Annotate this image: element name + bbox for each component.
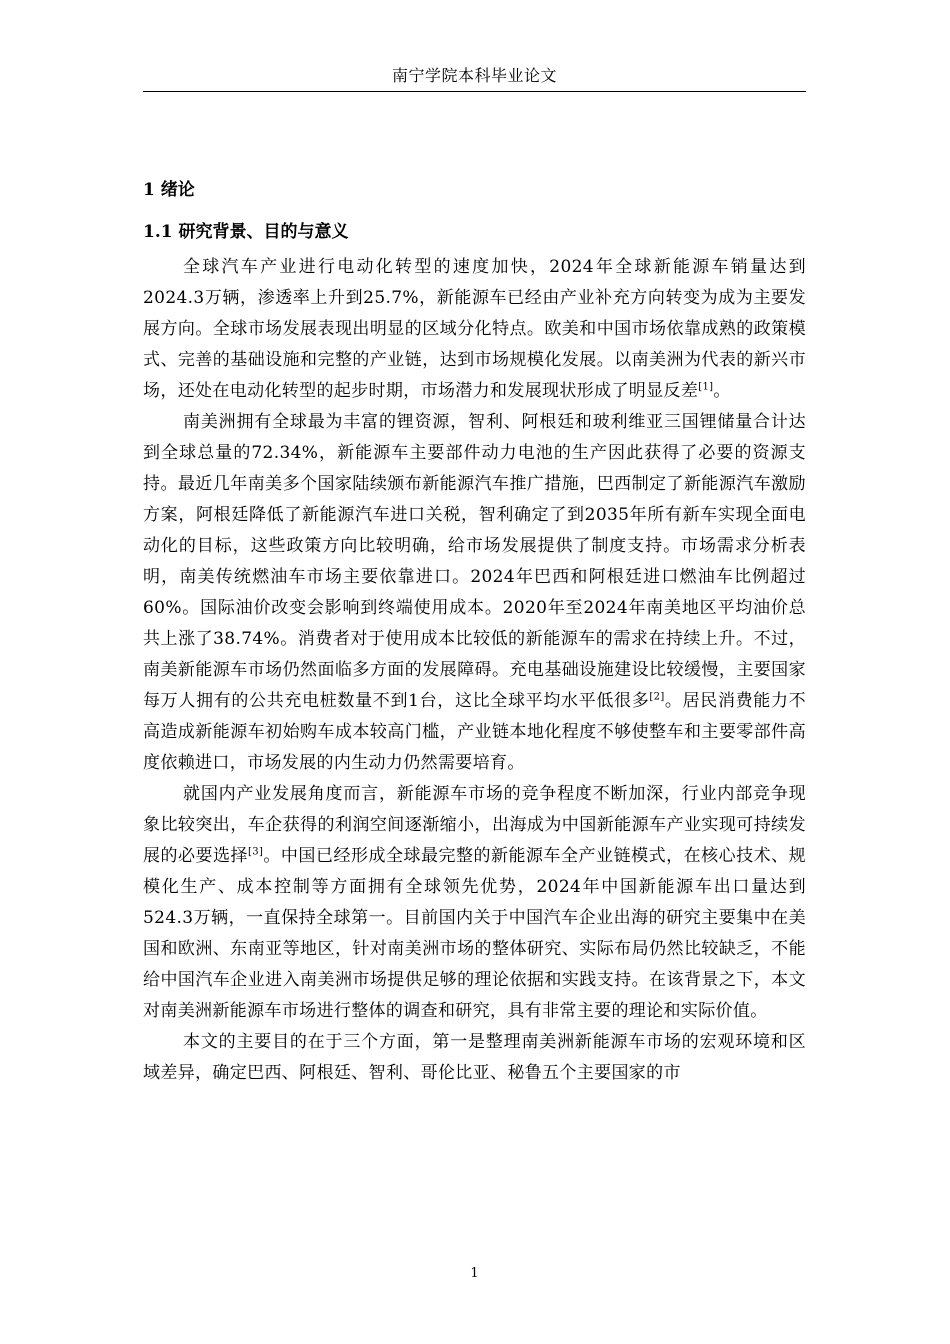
paragraph-text: 。 (713, 381, 731, 401)
section-heading: 1 绪论 (143, 180, 195, 200)
paragraph-2 (143, 407, 806, 779)
paragraph-4 (143, 1027, 806, 1089)
paragraph-3 (143, 779, 806, 1027)
citation-ref[interactable]: [3] (248, 846, 264, 858)
subsection-heading: 1.1 研究背景、目的与意义 (143, 222, 349, 242)
citation-ref[interactable]: [2] (649, 691, 665, 703)
running-header: 南宁学院本科毕业论文 (391, 66, 557, 85)
citation-ref[interactable]: [1] (698, 381, 714, 393)
paragraph-text: 本文的主要目的在于三个方面，第一是整理南美洲新能源车市场的宏观环境和区域差异，确定巴西、阿根廷、智利、哥伦比亚、秘鲁五个主要国家的市 (143, 1032, 806, 1083)
document-body (143, 176, 806, 1089)
page-number: 1 (470, 1266, 479, 1281)
paragraph-text: 全球汽车产业进行电动化转型的速度加快，2024年全球新能源车销量达到2024.3万辆，渗透率上升到25.7%，新能源车已经由产业补充方向转变为成为主要发展方向。全球市场发展表现出明显的区域分化特点。欧美和中国市场依靠成熟的政策模式、完善的基础设施和完整的产业链，达到市场规模化发展。以南美洲为代表的新兴市场，还处在电动化转型的起步时期，市场潜力和发展现状形成了明显反差 (143, 257, 806, 401)
paragraph-text: 。居民消费能力不高造成新能源车初始购车成本较高门槛，产业链本地化程度不够使整车和主要零部件高度依赖进口，市场发展的内生动力仍然需要培育。 (143, 691, 806, 773)
paragraph-text: 。中国已经形成全球最完整的新能源车全产业链模式，在核心技术、规模化生产、成本控制等方面拥有全球领先优势，2024年中国新能源车出口量达到524.3万辆，一直保持全球第一。目前国内关于中国汽车企业出海的研究主要集中在美国和欧洲、东南亚等地区，针对南美洲市场的整体研究、实际布局仍然比较缺乏，不能给中国汽车企业进入南美洲市场提供足够的理论依据和实践支持。在该背景之下，本文对南美洲新能源车市场进行整体的调查和研究，具有非常主要的理论和实际价值。 (143, 846, 806, 1021)
paragraph-text: 南美洲拥有全球最为丰富的锂资源，智利、阿根廷和玻利维亚三国锂储量合计达到全球总量的72.34%，新能源车主要部件动力电池的生产因此获得了必要的资源支持。最近几年南美多个国家陆续颁布新能源汽车推广措施，巴西制定了新能源汽车激励方案，阿根廷降低了新能源汽车进口关税，智利确定了到2035年所有新车实现全面电动化的目标，这些政策方向比较明确，给市场发展提供了制度支持。市场需求分析表明，南美传统燃油车市场主要依靠进口。2024年巴西和阿根廷进口燃油车比例超过60%。国际油价改变会影响到终端使用成本。2020年至2024年南美地区平均油价总共上涨了38.74%。消费者对于使用成本比较低的新能源车的需求在持续上升。不过，南美新能源车市场仍然面临多方面的发展障碍。充电基础设施建设比较缓慢，主要国家每万人拥有的公共充电桩数量不到1台，这比全球平均水平低很多 (143, 412, 806, 711)
paragraph-text: 就国内产业发展角度而言，新能源车市场的竞争程度不断加深，行业内部竞争现象比较突出，车企获得的利润空间逐渐缩小，出海成为中国新能源车产业实现可持续发展的必要选择 (143, 784, 806, 866)
paragraph-1 (143, 252, 806, 407)
header-rule (143, 91, 806, 92)
